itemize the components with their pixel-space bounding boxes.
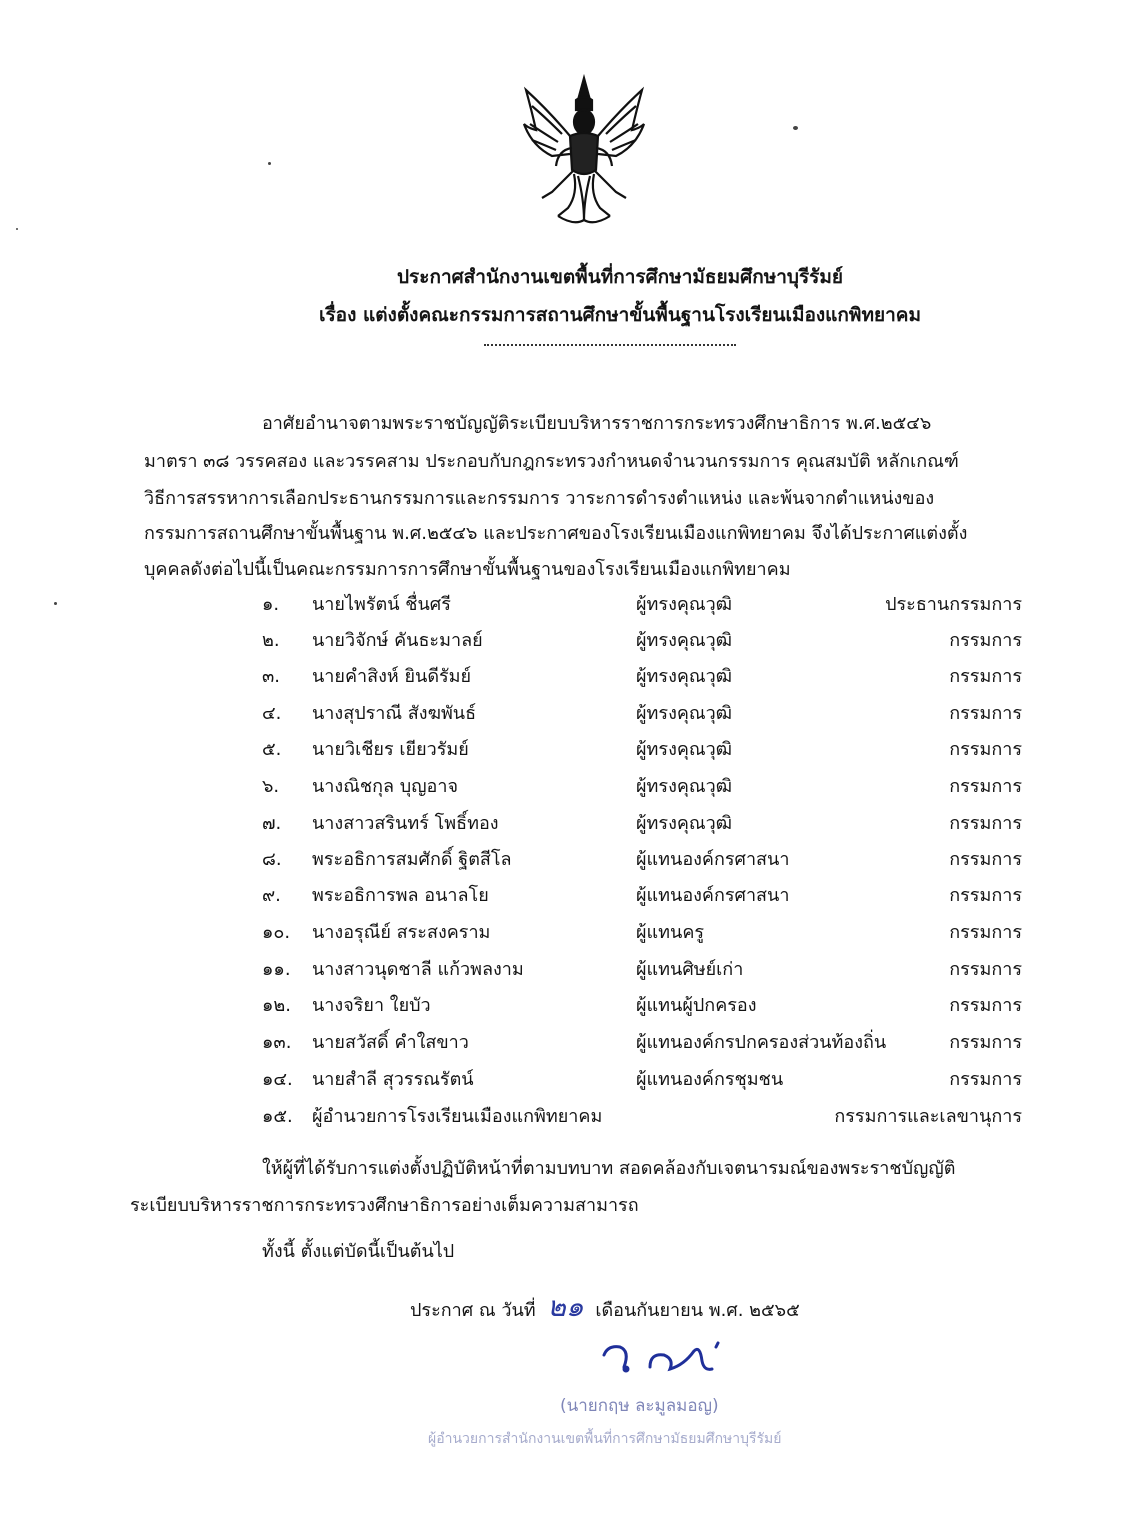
paragraph-line: บุคคลดังต่อไปนี้เป็นคณะกรรมการการศึกษาขั้นพื้นฐานของโรงเรียนเมืองแกพิทยาคม xyxy=(144,559,791,580)
dateline-day: ๒๑ xyxy=(547,1290,584,1323)
member-representation: ผู้ทรงคุณวุฒิ xyxy=(636,666,732,687)
member-representation: ผู้แทนศิษย์เก่า xyxy=(636,959,744,980)
scan-speck xyxy=(268,162,271,165)
scan-speck xyxy=(54,602,57,605)
member-role: กรรมการ xyxy=(949,666,1022,687)
dateline-prefix: ประกาศ ณ วันที่ xyxy=(410,1300,536,1321)
member-role: กรรมการ xyxy=(949,1032,1022,1053)
member-row xyxy=(262,1101,1022,1131)
member-number: ๓. xyxy=(262,666,281,687)
paragraph-line: อาศัยอำนาจตามพระราชบัญญัติระเบียบบริหารราชการกระทรวงศึกษาธิการ พ.ศ.๒๕๔๖ xyxy=(262,413,932,434)
member-role: กรรมการ xyxy=(949,959,1022,980)
member-representation: ผู้แทนองค์กรศาสนา xyxy=(636,885,790,906)
member-role: กรรมการ xyxy=(949,849,1022,870)
member-row xyxy=(262,1027,1022,1057)
member-number: ๒. xyxy=(262,630,280,651)
member-role: กรรมการ xyxy=(949,703,1022,724)
member-number: ๙. xyxy=(262,885,281,906)
member-number: ๘. xyxy=(262,849,282,870)
member-representation: ผู้ทรงคุณวุฒิ xyxy=(636,703,732,724)
member-number: ๑๓. xyxy=(262,1032,292,1053)
member-row xyxy=(262,589,1022,619)
member-representation: ผู้แทนผู้ปกครอง xyxy=(636,995,757,1016)
member-row xyxy=(262,844,1022,874)
member-name: พระอธิการพล อนาลโย xyxy=(312,885,489,906)
member-row xyxy=(262,917,1022,947)
paragraph-line: วิธีการสรรหาการเลือกประธานกรรมการและกรรมการ วาระการดำรงตำแหน่ง และพ้นจากตำแหน่งของ xyxy=(144,488,935,509)
member-number: ๑๒. xyxy=(262,995,292,1016)
member-role: ประธานกรรมการ xyxy=(885,594,1022,615)
member-row xyxy=(262,1064,1022,1094)
member-name: นางสุปราณี สังฆพันธ์ xyxy=(312,703,477,724)
member-row xyxy=(262,734,1022,764)
member-number: ๑๑. xyxy=(262,959,291,980)
member-name: นางจริยา ใยบัว xyxy=(312,995,431,1016)
paragraph-line: ให้ผู้ที่ได้รับการแต่งตั้งปฏิบัติหน้าที่ตามบทบาท สอดคล้องกับเจตนารมณ์ของพระราชบัญญัติ xyxy=(262,1158,956,1179)
member-name: นายวิเชียร เยียวรัมย์ xyxy=(312,739,469,760)
member-name: พระอธิการสมศักดิ์ ฐิตสีโล xyxy=(312,849,512,870)
member-number: ๑๔. xyxy=(262,1069,293,1090)
member-role: กรรมการ xyxy=(949,776,1022,797)
member-row xyxy=(262,625,1022,655)
member-representation: ผู้ทรงคุณวุฒิ xyxy=(636,594,732,615)
member-number: ๗. xyxy=(262,813,282,834)
garuda-emblem-icon xyxy=(518,70,650,230)
member-number: ๕. xyxy=(262,739,282,760)
member-number: ๑๐. xyxy=(262,922,291,943)
member-row xyxy=(262,698,1022,728)
member-name: นางสาวนุดชาลี แก้วพลงาม xyxy=(312,959,524,980)
effective-date-line: ทั้งนี้ ตั้งแต่บัดนี้เป็นต้นไป xyxy=(262,1241,455,1262)
member-name: นางอรุณีย์ สระสงคราม xyxy=(312,922,491,943)
member-number: ๔. xyxy=(262,703,282,724)
handwritten-signature-icon xyxy=(590,1325,730,1385)
announcement-title: ประกาศสำนักงานเขตพื้นที่การศึกษามัธยมศึกษาบุรีรัมย์ xyxy=(396,266,844,288)
member-number: ๑๕. xyxy=(262,1106,293,1127)
paragraph-line: มาตรา ๓๘ วรรคสอง และวรรคสาม ประกอบกับกฎกระทรวงกำหนดจำนวนกรรมการ คุณสมบัติ หลักเกณฑ์ xyxy=(144,451,959,472)
member-number: ๖. xyxy=(262,776,280,797)
signatory-position: ผู้อำนวยการสำนักงานเขตพื้นที่การศึกษามัธยมศึกษาบุรีรัมย์ xyxy=(428,1431,782,1447)
member-name: ผู้อำนวยการโรงเรียนเมืองแกพิทยาคม xyxy=(312,1106,603,1127)
announcement-subject: เรื่อง แต่งตั้งคณะกรรมการสถานศึกษาขั้นพื้นฐานโรงเรียนเมืองแกพิทยาคม xyxy=(318,304,922,326)
member-row xyxy=(262,661,1022,691)
member-row xyxy=(262,990,1022,1020)
dateline xyxy=(410,1285,800,1329)
signatory-name: (นายกฤษ ละมูลมอญ) xyxy=(560,1396,719,1416)
member-representation: ผู้ทรงคุณวุฒิ xyxy=(636,776,732,797)
member-role: กรรมการ xyxy=(949,630,1022,651)
member-name: นางณิชกุล บุญอาจ xyxy=(312,776,458,797)
member-row xyxy=(262,880,1022,910)
member-name: นายสำลี สุวรรณรัตน์ xyxy=(312,1069,474,1090)
member-role: กรรมการ xyxy=(949,922,1022,943)
member-row xyxy=(262,954,1022,984)
member-row xyxy=(262,808,1022,838)
member-representation: ผู้ทรงคุณวุฒิ xyxy=(636,630,732,651)
paragraph-line: ระเบียบบริหารราชการกระทรวงศึกษาธิการอย่างเต็มความสามารถ xyxy=(130,1195,639,1216)
member-role: กรรมการและเลขานุการ xyxy=(834,1106,1022,1127)
member-role: กรรมการ xyxy=(949,813,1022,834)
member-name: นายวิจักษ์ คันธะมาลย์ xyxy=(312,630,483,651)
dateline-suffix: เดือนกันยายน พ.ศ. ๒๕๖๕ xyxy=(595,1300,800,1321)
title-separator xyxy=(484,344,736,346)
member-role: กรรมการ xyxy=(949,995,1022,1016)
member-role: กรรมการ xyxy=(949,739,1022,760)
member-name: นายสวัสดิ์ คำใสขาว xyxy=(312,1032,469,1053)
member-number: ๑. xyxy=(262,594,280,615)
paragraph-line: กรรมการสถานศึกษาขั้นพื้นฐาน พ.ศ.๒๕๔๖ และประกาศของโรงเรียนเมืองแกพิทยาคม จึงได้ประกาศแต่งตั้ง xyxy=(144,523,968,544)
member-representation: ผู้แทนองค์กรปกครองส่วนท้องถิ่น xyxy=(636,1032,887,1053)
member-role: กรรมการ xyxy=(949,1069,1022,1090)
member-representation: ผู้แทนองค์กรชุมชน xyxy=(636,1069,784,1090)
member-name: นายไพรัตน์ ชื่นศรี xyxy=(312,594,451,615)
member-name: นายคำสิงห์ ยินดีรัมย์ xyxy=(312,666,472,687)
member-representation: ผู้ทรงคุณวุฒิ xyxy=(636,813,732,834)
member-role: กรรมการ xyxy=(949,885,1022,906)
member-representation: ผู้ทรงคุณวุฒิ xyxy=(636,739,732,760)
scan-speck xyxy=(16,228,18,230)
member-representation: ผู้แทนองค์กรศาสนา xyxy=(636,849,790,870)
member-row xyxy=(262,771,1022,801)
member-name: นางสาวสรินทร์ โพธิ์ทอง xyxy=(312,813,499,834)
scan-speck xyxy=(793,126,798,130)
member-representation: ผู้แทนครู xyxy=(636,922,705,943)
